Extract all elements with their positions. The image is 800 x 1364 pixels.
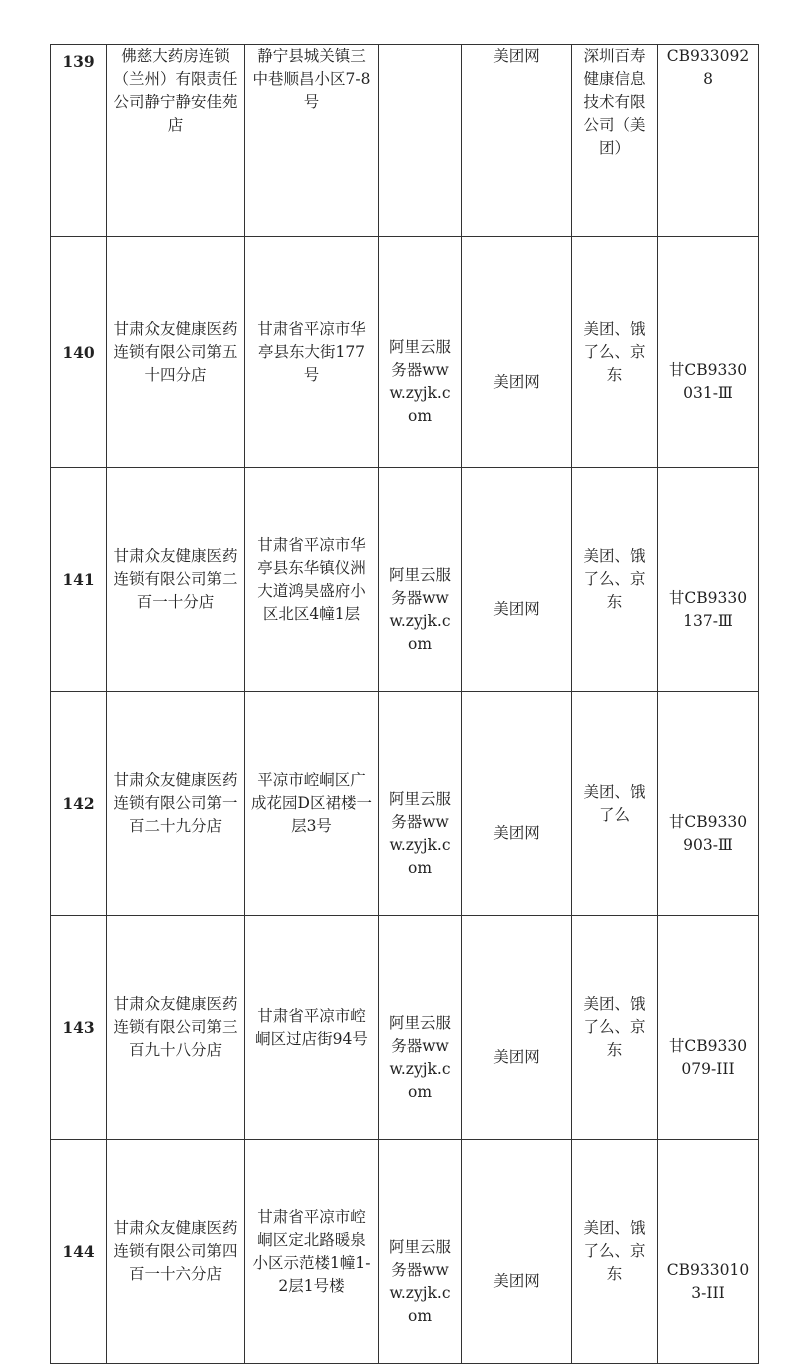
server-host: 阿里云服务器www.zyjk.com	[379, 468, 462, 692]
certificate-number: CB9330928	[658, 45, 759, 237]
website: 美团网	[462, 468, 572, 692]
server-host: 阿里云服务器www.zyjk.com	[379, 692, 462, 916]
row-number: 141	[51, 468, 107, 692]
certificate-number: 甘CB9330079-III	[658, 916, 759, 1140]
platform: 美团、饿了么	[572, 692, 658, 916]
company-name: 甘肃众友健康医药连锁有限公司第四百一十六分店	[107, 1140, 245, 1364]
company-name: 甘肃众友健康医药连锁有限公司第二百一十分店	[107, 468, 245, 692]
row-number: 143	[51, 916, 107, 1140]
table-row	[51, 45, 759, 237]
website: 美团网	[462, 1140, 572, 1364]
platform: 美团、饿了么、京东	[572, 916, 658, 1140]
server-host: 阿里云服务器www.zyjk.com	[379, 1140, 462, 1364]
platform: 美团、饿了么、京东	[572, 1140, 658, 1364]
address: 静宁县城关镇三中巷顺昌小区7-8号	[245, 45, 379, 237]
table-row	[51, 916, 759, 1140]
row-number: 140	[51, 237, 107, 468]
certificate-number: 甘CB9330031-Ⅲ	[658, 237, 759, 468]
table-row	[51, 1140, 759, 1364]
certificate-number: 甘CB9330903-Ⅲ	[658, 692, 759, 916]
table-row	[51, 692, 759, 916]
server-host: 阿里云服务器www.zyjk.com	[379, 237, 462, 468]
address: 甘肃省平凉市华亭县东华镇仪洲大道鸿昊盛府小区北区4幢1层	[245, 468, 379, 692]
server-host	[379, 45, 462, 237]
website: 美团网	[462, 692, 572, 916]
address: 甘肃省平凉市崆峒区过店街94号	[245, 916, 379, 1140]
company-name: 佛慈大药房连锁（兰州）有限责任公司静宁静安佳苑店	[107, 45, 245, 237]
address: 甘肃省平凉市崆峒区定北路暖泉小区示范楼1幢1-2层1号楼	[245, 1140, 379, 1364]
platform: 美团、饿了么、京东	[572, 237, 658, 468]
company-name: 甘肃众友健康医药连锁有限公司第三百九十八分店	[107, 916, 245, 1140]
platform: 深圳百寿健康信息技术有限公司（美团）	[572, 45, 658, 237]
company-name: 甘肃众友健康医药连锁有限公司第五十四分店	[107, 237, 245, 468]
address: 甘肃省平凉市华亭县东大街177号	[245, 237, 379, 468]
table-row	[51, 237, 759, 468]
certificate-number: CB9330103-III	[658, 1140, 759, 1364]
website: 美团网	[462, 237, 572, 468]
row-number: 142	[51, 692, 107, 916]
table-row	[51, 468, 759, 692]
website: 美团网	[462, 45, 572, 237]
certificate-number: 甘CB9330137-Ⅲ	[658, 468, 759, 692]
platform: 美团、饿了么、京东	[572, 468, 658, 692]
registry-table	[50, 44, 759, 1364]
company-name: 甘肃众友健康医药连锁有限公司第一百二十九分店	[107, 692, 245, 916]
row-number: 139	[51, 45, 107, 237]
website: 美团网	[462, 916, 572, 1140]
row-number: 144	[51, 1140, 107, 1364]
server-host: 阿里云服务器www.zyjk.com	[379, 916, 462, 1140]
address: 平凉市崆峒区广成花园D区裙楼一层3号	[245, 692, 379, 916]
